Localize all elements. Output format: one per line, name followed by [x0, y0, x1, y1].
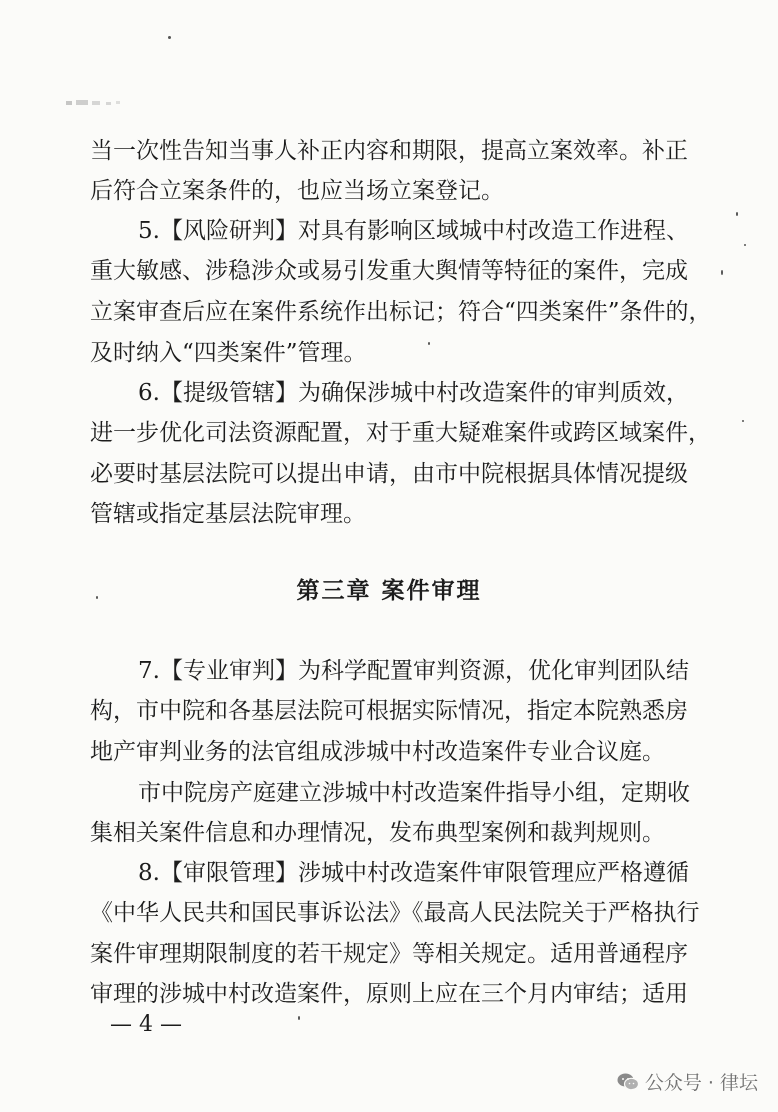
scan-speck	[96, 596, 98, 599]
text-line: 地产审判业务的法官组成涉城中村改造案件专业合议庭。	[90, 739, 665, 765]
text-line: 案件审理期限制度的若干规定》等相关规定。适用普通程序	[90, 941, 688, 967]
scan-speck	[744, 244, 746, 246]
text-line: 进一步优化司法资源配置，对于重大疑难案件或跨区域案件，	[90, 420, 711, 446]
text-line: 立案审查后应在案件系统作出标记；符合“四类案件”条件的，	[90, 299, 712, 325]
text-line: 市中院房产庭建立涉城中村改造案件指导小组，定期收	[138, 780, 690, 806]
scan-speck	[721, 270, 723, 275]
text-line: 7.【专业审判】为科学配置审判资源，优化审判团队结	[138, 658, 689, 684]
text-line: 重大敏感、涉稳涉众或易引发重大舆情等特征的案件，完成	[90, 258, 688, 284]
scan-speck	[736, 212, 738, 216]
text-line: 6.【提级管辖】为确保涉城中村改造案件的审判质效，	[138, 380, 689, 406]
text-line: 管辖或指定基层法院审理。	[90, 501, 366, 527]
scan-speck	[428, 342, 430, 345]
text-line: 《中华人民共和国民事诉讼法》《最高人民法院关于严格执行	[90, 900, 700, 926]
wechat-watermark	[617, 1068, 758, 1095]
watermark-text: 公众号 · 律坛	[644, 1072, 758, 1094]
scan-speck	[168, 36, 171, 39]
text-line: 必要时基层法院可以提出申请，由市中院根据具体情况提级	[90, 461, 688, 487]
text-line: 8.【审限管理】涉城中村改造案件审限管理应严格遵循	[138, 860, 689, 886]
text-line: 集相关案件信息和办理情况，发布典型案例和裁判规则。	[90, 820, 665, 846]
scan-speck	[742, 420, 744, 422]
text-line: 及时纳入“四类案件”管理。	[90, 340, 367, 366]
wechat-icon	[617, 1072, 639, 1092]
page-number: — 4 —	[110, 1012, 182, 1037]
chapter-heading: 第三章 案件审理	[296, 578, 482, 604]
text-line: 构，市中院和各基层法院可根据实际情况，指定本院熟悉房	[90, 698, 688, 724]
text-line: 5.【风险研判】对具有影响区域城中村改造工作进程、	[138, 218, 689, 244]
scan-smudge	[66, 92, 136, 100]
text-line: 审理的涉城中村改造案件，原则上应在三个月内审结；适用	[90, 981, 688, 1007]
text-line: 后符合立案条件的，也应当场立案登记。	[90, 178, 504, 204]
text-line: 当一次性告知当事人补正内容和期限，提高立案效率。补正	[90, 138, 688, 164]
scan-speck	[298, 1016, 300, 1020]
